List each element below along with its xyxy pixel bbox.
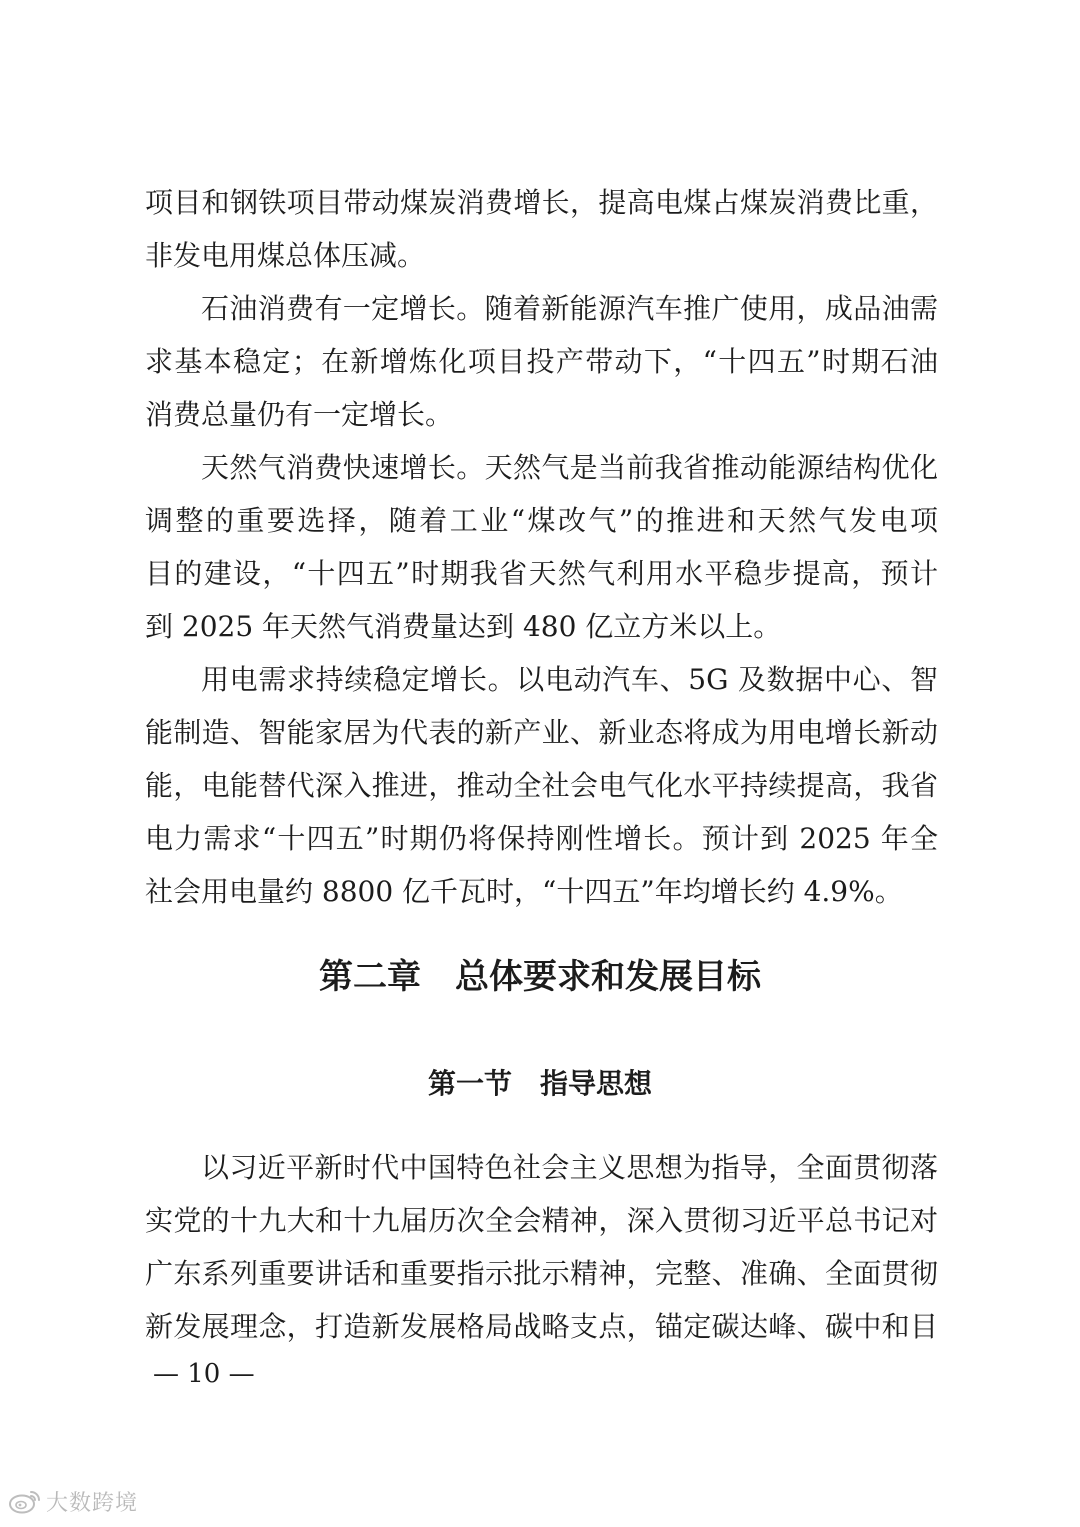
paragraph-line: 非发电用煤总体压减。	[145, 239, 426, 272]
watermark	[8, 1484, 138, 1518]
paragraph-line: 以习近平新时代中国特色社会主义思想为指导，全面贯彻落	[201, 1151, 938, 1184]
paragraph-line: 到 2025 年天然气消费量达到 480 亿立方米以上。	[145, 610, 782, 643]
watermark-text: 大数跨境	[46, 1490, 139, 1516]
paragraph-line: 求基本稳定；在新增炼化项目投产带动下，“十四五”时期石油	[145, 345, 938, 378]
paragraph-line: 新发展理念，打造新发展格局战略支点，锚定碳达峰、碳中和目	[145, 1310, 938, 1343]
paragraph-line: 能，电能替代深入推进，推动全社会电气化水平持续提高，我省	[145, 769, 938, 802]
paragraph-line: 用电需求持续稳定增长。以电动汽车、5G 及数据中心、智	[201, 663, 938, 696]
paragraph-line: 石油消费有一定增长。随着新能源汽车推广使用，成品油需	[201, 292, 938, 325]
weibo-logo-icon	[8, 1488, 42, 1514]
page-number: — 10 —	[153, 1359, 255, 1389]
paragraph-line: 广东系列重要讲话和重要指示批示精神，完整、准确、全面贯彻	[145, 1257, 938, 1290]
paragraph-line: 实党的十九大和十九届历次全会精神，深入贯彻习近平总书记对	[145, 1204, 938, 1237]
paragraph-line: 能制造、智能家居为代表的新产业、新业态将成为用电增长新动	[145, 716, 938, 749]
paragraph-line: 调整的重要选择，随着工业“煤改气”的推进和天然气发电项	[145, 504, 938, 537]
paragraph-line: 天然气消费快速增长。天然气是当前我省推动能源结构优化	[201, 451, 938, 484]
section-title: 第一节 指导思想	[427, 1067, 652, 1100]
paragraph-line: 社会用电量约 8800 亿千瓦时，“十四五”年均增长约 4.9%。	[145, 875, 903, 908]
paragraph-line: 消费总量仍有一定增长。	[145, 398, 454, 431]
paragraph-line: 项目和钢铁项目带动煤炭消费增长，提高电煤占煤炭消费比重，	[145, 186, 938, 219]
paragraph-line: 电力需求“十四五”时期仍将保持刚性增长。预计到 2025 年全	[145, 822, 938, 855]
chapter-title: 第二章 总体要求和发展目标	[319, 957, 761, 997]
paragraph-line: 目的建设，“十四五”时期我省天然气利用水平稳步提高，预计	[145, 557, 938, 590]
